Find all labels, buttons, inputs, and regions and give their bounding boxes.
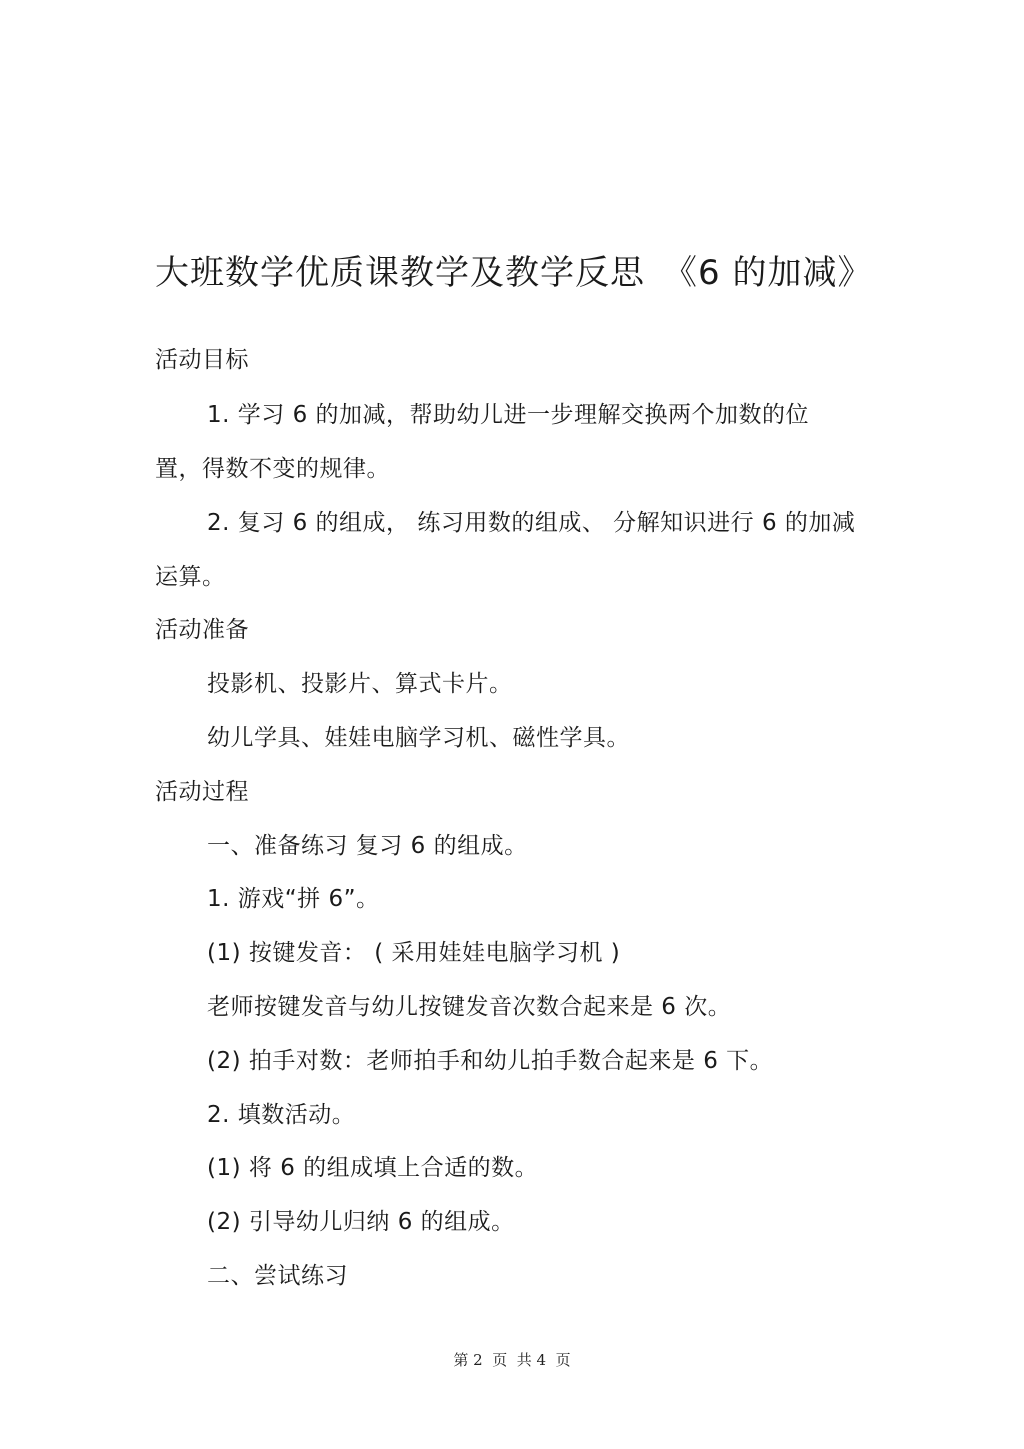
paragraph-line: 运算。 xyxy=(155,564,226,590)
paragraph-line: 幼儿学具、娃娃电脑学习机、磁性学具。 xyxy=(207,725,630,751)
paragraph-line: 1. 学习 6 的加减，帮助幼儿进一步理解交换两个加数的位 xyxy=(207,402,810,428)
paragraph-line: 投影机、投影片、算式卡片。 xyxy=(207,671,513,697)
paragraph-line: 2. 复习 6 的组成， 练习用数的组成、 分解知识进行 6 的加减 xyxy=(207,510,856,536)
paragraph-line: (2) 拍手对数：老师拍手和幼儿拍手数合起来是 6 下。 xyxy=(207,1048,774,1074)
paragraph-line: 老师按键发音与幼儿按键发音次数合起来是 6 次。 xyxy=(207,994,732,1020)
paragraph-line: 一、准备练习 复习 6 的组成。 xyxy=(207,833,528,859)
section-heading-goals: 活动目标 xyxy=(155,347,249,373)
paragraph-line: (2) 引导幼儿归纳 6 的组成。 xyxy=(207,1209,515,1235)
section-heading-preparation: 活动准备 xyxy=(155,617,249,643)
paragraph-line: (1) 将 6 的组成填上合适的数。 xyxy=(207,1155,539,1181)
section-heading-process: 活动过程 xyxy=(155,779,249,805)
paragraph-line: (1) 按键发音： ( 采用娃娃电脑学习机 ) xyxy=(207,940,621,966)
paragraph-line: 2. 填数活动。 xyxy=(207,1102,356,1128)
paragraph-line: 二、尝试练习 xyxy=(207,1263,348,1289)
paragraph-line: 1. 游戏“拼 6”。 xyxy=(207,886,380,912)
paragraph-line: 置，得数不变的规律。 xyxy=(155,456,390,482)
page-footer: 第 2 页 共 4 页 xyxy=(453,1351,571,1369)
document-title: 大班数学优质课教学及教学反思 《6 的加减》 xyxy=(155,253,873,293)
